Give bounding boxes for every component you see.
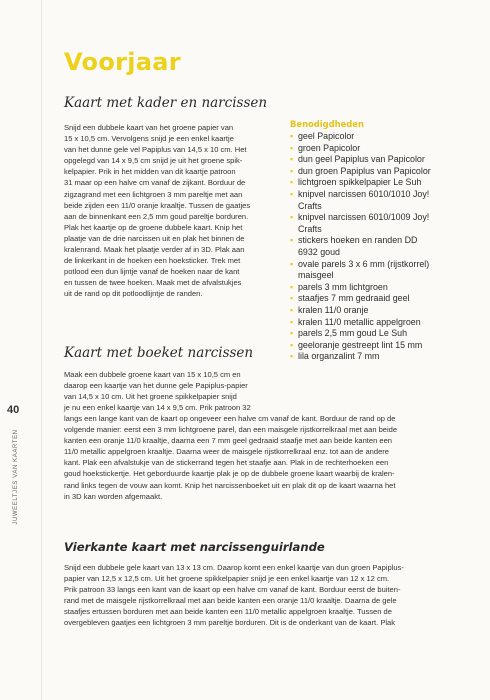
text-line: plaatje van de drie narcissen uit en plak het binnen de (64, 233, 245, 243)
materials-item (290, 328, 431, 340)
text-line: rand links tegen de vouw aan komt. Knip het narcissenboeket uit en plak dit op de kaart waarna het (64, 480, 396, 490)
materials-item (290, 189, 431, 201)
text-line: Prik patroon 33 langs een kant van de kaart op een halve cm vanaf de kant. Borduur eerst de buiten- (64, 585, 401, 595)
materials-item-text: maisgeel (298, 270, 334, 281)
text-line: opgelegd van 14 x 9,5 cm snijd je uit het groene spik- (64, 156, 243, 166)
materials-item-text: dun geel Papiplus van Papicolor (298, 154, 425, 165)
running-side-label: JUWEELTJES VAN KAARTEN (13, 429, 19, 525)
text-line: van 14,5 x 10 cm. Uit het groene spikkelpapier snijd (64, 392, 237, 402)
materials-item-text: geel Papicolor (298, 131, 355, 141)
text-line: aan de binnenkant een 2,5 mm goud pareltje borduren. (64, 211, 249, 221)
text-line: 11/0 metallic appelgroen kraaltje. Daarna weer de maisgele rijstkorrelkraal enz. tot aan de andere (64, 447, 389, 457)
materials-item-text: kralen 11/0 metallic appelgroen (298, 316, 421, 327)
text-line: rand met de maisgele rijstkorrelkraal met aan beide kanten een oranje 11/0 kraaltje. Daarna de gele (64, 596, 397, 606)
page-title: Voorjaar (64, 48, 181, 76)
materials-item-text: groen Papicolor (298, 142, 361, 153)
text-line: kelpapier. Prik in het midden van dit kaartje patroon (64, 167, 236, 177)
materials-item-text: Crafts (298, 200, 322, 211)
materials-heading: Benodigdheden (290, 119, 364, 129)
text-line: je nu een enkel kaartje van 14 x 9,5 cm. Prik patroon 32 (64, 403, 251, 413)
text-line: 15 x 10,5 cm. Vervolgens snijd je een enkel kaartje (64, 134, 234, 144)
text-line: goud hoekstickertje. Het geborduurde kaartje plak je op de dubbele groene kaart waarbij de kralen- (64, 469, 395, 479)
materials-item (290, 270, 431, 282)
text-line: en tussen de twee hoeken. Maak met de afvalstukjes (64, 278, 242, 288)
materials-item (290, 317, 431, 329)
section-body-guirlande (64, 562, 404, 629)
materials-item-text: knipvel narcissen 6010/1009 Joy! (298, 212, 430, 223)
text-line: kralenrand. Maak het plaatje verder af in 3D. Plak aan (64, 245, 245, 255)
materials-item (290, 293, 431, 305)
materials-item (290, 166, 431, 178)
bullet-icon: ▪ (290, 212, 294, 223)
bullet-icon: ▪ (290, 142, 294, 153)
text-line: de linkerkant in de hoeken een hoeksticker. Trek met (64, 256, 241, 266)
section-heading-boeket: Kaart met boeket narcissen (64, 345, 254, 361)
bullet-icon: ▪ (290, 154, 294, 165)
materials-item-text: dun groen Papiplus van Papicolor (298, 165, 431, 176)
materials-item-text: Crafts (298, 223, 322, 234)
bullet-icon: ▪ (290, 165, 294, 176)
section-heading-kader: Kaart met kader en narcissen (64, 95, 268, 111)
materials-item (290, 131, 431, 143)
materials-item (290, 305, 431, 317)
materials-item (290, 340, 431, 352)
materials-item-text: parels 2,5 mm goud Le Suh (298, 328, 408, 339)
materials-item-text: 6932 goud (298, 246, 340, 257)
text-line: Maak een dubbele groene kaart van 15 x 10,5 cm en (64, 370, 241, 379)
materials-item (290, 351, 431, 363)
section-body-boeket-bottom (64, 413, 397, 502)
materials-item-text: staafjes 7 mm gedraaid geel (298, 293, 410, 304)
text-line: papier van 12,5 x 12,5 cm. Uit het groene spikkelpapier snijd je een enkel kaartje van 12 x 12 cm. (64, 574, 390, 584)
page-number: 40 (7, 404, 20, 416)
bullet-icon: ▪ (290, 258, 294, 269)
text-line: Snijd een dubbele kaart van het groene papier van (64, 123, 234, 132)
text-line: kanten een oranje 11/0 kraaltje, daarna een 7 mm geel gedraaid staafje met aan beide kanten een (64, 436, 392, 446)
text-line: beide zijden een 11/0 oranje kraaltje. Tussen de gaatjes (64, 200, 251, 210)
text-line: 31 maar op een halve cm vanaf de zijkant. Borduur de (64, 178, 246, 188)
text-line: potlood een dun lijntje vanaf de hoeken naar de kant (64, 267, 240, 277)
bullet-icon: ▪ (290, 131, 294, 141)
bullet-icon: ▪ (290, 304, 294, 315)
bullet-icon: ▪ (290, 351, 294, 362)
materials-item (290, 224, 431, 236)
text-line: in 3D kan worden afgemaakt. (64, 491, 163, 501)
materials-item (290, 154, 431, 166)
materials-item (290, 201, 431, 213)
text-line: Plak het kaartje op de groene dubbele kaart. Knip het (64, 222, 243, 232)
text-line: volgende manier: eerst een 3 mm lichtgroene parel, dan een maisgele rijstkorrelkraal met aan beide (64, 425, 398, 435)
bullet-icon: ▪ (290, 339, 294, 350)
bullet-icon: ▪ (290, 188, 294, 199)
text-line: zigzagrand met een lichtgroen 3 mm pareltje met aan (64, 189, 243, 199)
materials-item (290, 282, 431, 294)
text-line: kant. Plak een afvalstukje van de stickerrand tegen het staafje aan. Plak in de rechterhoeken een (64, 458, 389, 468)
section-heading-guirlande: Vierkante kaart met narcissenguirlande (64, 540, 325, 554)
materials-item-text: parels 3 mm lichtgroen (298, 281, 388, 292)
materials-item-text: lila organzalint 7 mm (298, 351, 380, 362)
bullet-icon: ▪ (290, 177, 294, 188)
text-line: daarop een kaartje van het dunne gele Papiplus-papier (64, 381, 248, 391)
section-body-kader (64, 122, 250, 300)
materials-item-text: knipvel narcissen 6010/1010 Joy! (298, 188, 430, 199)
materials-item (290, 177, 431, 189)
bullet-icon: ▪ (290, 235, 294, 246)
text-line: uit de rand op dit potloodlijntje de randen. (64, 289, 203, 299)
materials-item-text: lichtgroen spikkelpapier Le Suh (298, 177, 422, 188)
materials-item (290, 259, 431, 271)
bullet-icon: ▪ (290, 293, 294, 304)
bullet-icon: ▪ (290, 328, 294, 339)
materials-item (290, 247, 431, 259)
bullet-icon: ▪ (290, 316, 294, 327)
materials-item-text: kralen 11/0 oranje (298, 304, 369, 315)
materials-item-text: geeloranje gestreept lint 15 mm (298, 339, 423, 350)
text-line: overgebleven gaatjes een lichtgroen 3 mm pareltje borduren. Dit is de onderkant van de kaart. Plak (64, 618, 395, 628)
bullet-icon: ▪ (290, 281, 294, 292)
materials-item-text: ovale parels 3 x 6 mm (rijstkorrel) (298, 258, 430, 269)
materials-item-text: stickers hoeken en randen DD (298, 235, 418, 246)
text-line: langs een lange kant van de kaart op ongeveer een halve cm vanaf de kant. Borduur de rand op de (64, 414, 396, 423)
materials-item (290, 235, 431, 247)
section-body-boeket-top (64, 369, 251, 413)
text-line: staafjes ertussen borduren met aan beide kanten een 11/0 metallic appelgroen kraaltje. Tussen de (64, 607, 392, 617)
text-line: van het dunne gele vel Papiplus van 14,5 x 10 cm. Het (64, 145, 247, 155)
text-line: Snijd een dubbele gele kaart van 13 x 13 cm. Daarop komt een enkel kaartje van dun groen Papiplus- (64, 563, 404, 572)
materials-list (290, 131, 431, 363)
materials-item (290, 212, 431, 224)
materials-item (290, 143, 431, 155)
gutter-divider (41, 0, 42, 700)
